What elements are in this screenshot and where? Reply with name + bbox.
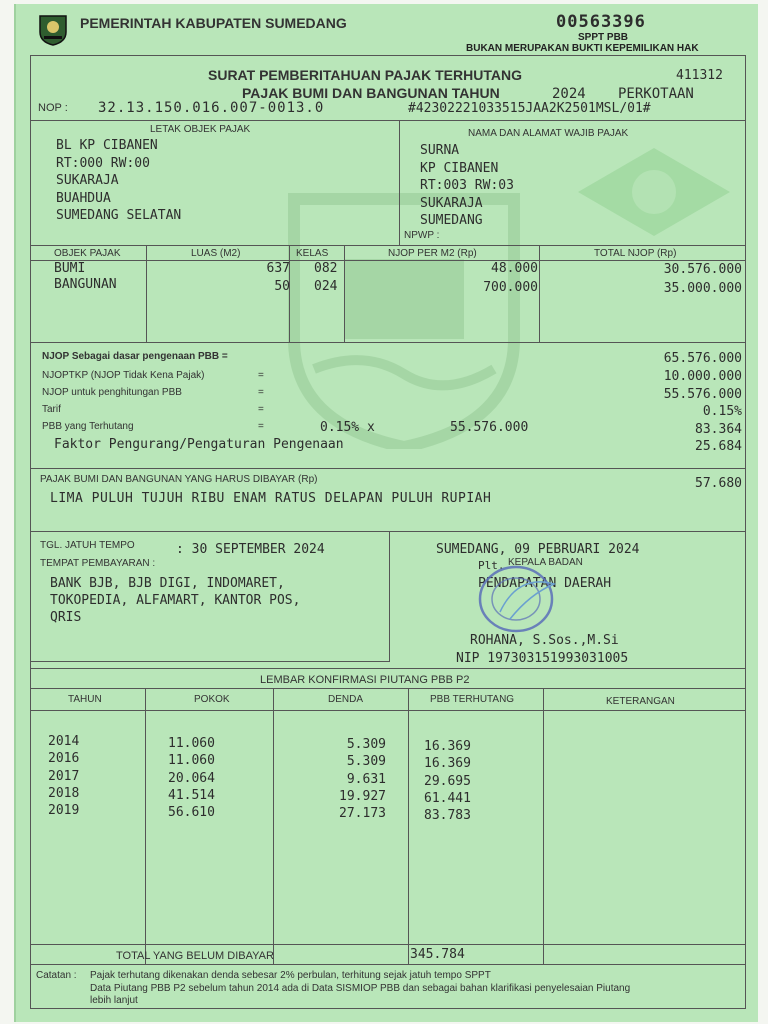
pbb-base: 55.576.000 [450, 420, 529, 435]
object-area: 50 [274, 279, 290, 294]
conf-principal: 41.514 [168, 787, 215, 803]
object-class: 082 [314, 261, 338, 276]
tarif-label: Tarif [42, 404, 61, 415]
office-code: 411312 [676, 68, 723, 83]
conf-pbb-due: 16.369 [424, 756, 471, 772]
col-header-total-njop: TOTAL NJOP (Rp) [594, 248, 677, 259]
payment-place-label: TEMPAT PEMBAYARAN : [40, 558, 156, 569]
tarif-value: 0.15% [702, 404, 742, 419]
njoptkp-label: NJOPTKP (NJOP Tidak Kena Pajak) [42, 370, 205, 381]
njop-calc-value: 55.576.000 [663, 387, 742, 402]
conf-header-pbb-due: PBB TERHUTANG [430, 694, 515, 705]
document-subtitle: PAJAK BUMI DAN BANGUNAN TAHUN [242, 85, 500, 101]
government-title: PEMERINTAH KABUPATEN SUMEDANG [80, 15, 347, 31]
object-address-line: SUMEDANG SELATAN [56, 208, 182, 223]
payment-place-line: QRIS [50, 610, 82, 625]
document-title: SURAT PEMBERITAHUAN PAJAK TERHUTANG [208, 67, 522, 83]
ornament-icon [574, 144, 734, 240]
col-header-object: OBJEK PAJAK [54, 248, 121, 259]
tax-year: 2024 [552, 86, 586, 102]
conf-penalty: 5.309 [346, 754, 386, 770]
conf-penalty: 19.927 [339, 788, 386, 804]
njop-basis-label: NJOP Sebagai dasar pengenaan PBB = [42, 351, 228, 362]
reference-code: #42302221033515JAA2K2501MSL/01# [408, 101, 651, 116]
nop-value: 32.13.150.016.007-0013.0 [98, 100, 325, 116]
equals-sign: = [258, 387, 264, 398]
reduction-factor-label: Faktor Pengurang/Pengaturan Pengenaan [54, 437, 344, 452]
payment-places [50, 575, 300, 626]
signature-office: PENDAPATAN DAERAH [478, 576, 612, 591]
object-area: 637 [266, 261, 290, 276]
conf-header-penalty: DENDA [328, 694, 364, 705]
total-unpaid-label: TOTAL YANG BELUM DIBAYAR [116, 950, 274, 962]
signature-head-label: KEPALA BADAN [508, 557, 583, 568]
signatory-name: ROHANA, S.Sos.,M.Si [470, 633, 619, 648]
notes-line: Data Piutang PBB P2 sebelum tahun 2014 ada di Data SISMIOP PBB dan sebagai bahan klarifikasi penyelesaian Piutang [90, 983, 631, 994]
npwp-label: NPWP : [404, 230, 440, 241]
nop-label: NOP : [38, 102, 68, 114]
object-address-line: RT:000 RW:00 [56, 155, 150, 171]
conf-col-year [48, 733, 79, 819]
document-type: SPPT PBB [578, 32, 629, 43]
conf-col-principal [168, 735, 215, 821]
document-number: 00563396 [556, 12, 646, 32]
pbb-rate: 0.15% x [320, 420, 375, 435]
pbb-due-value: 83.364 [695, 422, 742, 437]
taxpayer-line: SURNA [420, 143, 460, 158]
reduction-factor-value: 25.684 [695, 439, 742, 454]
notes-line: Pajak terhutang dikenakan denda sebesar 2% perbulan, terhitung sejak jatuh tempo SPPT [90, 970, 491, 981]
conf-pbb-due: 29.695 [424, 773, 471, 789]
object-njop-m2: 700.000 [483, 280, 538, 295]
equals-sign: = [258, 404, 264, 415]
object-address-line: BUAHDUA [56, 190, 111, 206]
conf-principal: 11.060 [168, 736, 215, 751]
ownership-disclaimer: BUKAN MERUPAKAN BUKTI KEPEMILIKAN HAK [466, 43, 699, 54]
taxpayer-info [420, 142, 514, 230]
object-total-njop: 35.000.000 [663, 281, 742, 296]
pbb-due-label: PBB yang Terhutang [42, 421, 134, 432]
due-date-label: TGL. JATUH TEMPO [40, 540, 135, 551]
conf-year: 2016 [48, 751, 80, 767]
conf-header-principal: POKOK [194, 694, 230, 705]
payment-place-line: TOKOPEDIA, ALFAMART, KANTOR POS, [50, 593, 301, 608]
object-name: BANGUNAN [54, 277, 117, 292]
object-name: BUMI [54, 261, 86, 276]
conf-col-penalty [292, 736, 386, 822]
equals-sign: = [258, 370, 264, 381]
confirmation-title: LEMBAR KONFIRMASI PIUTANG PBB P2 [260, 674, 470, 686]
taxpayer-line: SUKARAJA [420, 195, 483, 211]
conf-principal: 11.060 [168, 753, 215, 769]
conf-year: 2017 [48, 768, 80, 784]
total-unpaid-value: 345.784 [410, 947, 465, 962]
signature-place-date: SUMEDANG, 09 PEBRUARI 2024 [436, 542, 640, 557]
signatory-nip: NIP 197303151993031005 [456, 651, 629, 666]
conf-pbb-due: 61.441 [424, 790, 471, 806]
sumedang-crest-icon [36, 12, 70, 46]
payable-in-words: LIMA PULUH TUJUH RIBU ENAM RATUS DELAPAN PULUH RUPIAH [50, 491, 492, 506]
sppt-document [14, 4, 758, 1022]
njop-basis-value: 65.576.000 [663, 351, 742, 366]
conf-principal: 20.064 [168, 770, 215, 786]
object-location [56, 137, 181, 225]
object-total-njop: 30.576.000 [663, 262, 742, 277]
conf-year: 2014 [48, 734, 80, 749]
object-location-label: LETAK OBJEK PAJAK [150, 124, 251, 135]
taxpayer-label: NAMA DAN ALAMAT WAJIB PAJAK [468, 128, 629, 139]
conf-year: 2018 [48, 785, 80, 801]
taxpayer-line: RT:003 RW:03 [420, 178, 514, 193]
conf-pbb-due: 83.783 [424, 808, 471, 824]
col-header-class: KELAS [296, 248, 329, 259]
notes-label: Catatan : [36, 970, 77, 981]
col-header-njop-m2: NJOP PER M2 (Rp) [388, 248, 477, 259]
official-stamp-icon [470, 564, 562, 634]
conf-col-pbb-due [424, 738, 471, 824]
equals-sign: = [258, 421, 264, 432]
conf-header-remarks: KETERANGAN [606, 696, 675, 707]
conf-penalty: 27.173 [339, 806, 386, 822]
taxpayer-line: KP CIBANEN [420, 160, 499, 176]
payable-label: PAJAK BUMI DAN BANGUNAN YANG HARUS DIBAYAR (Rp) [40, 474, 318, 485]
conf-year: 2019 [48, 803, 80, 819]
object-class: 024 [314, 279, 338, 294]
object-address-line: BL KP CIBANEN [56, 138, 158, 153]
conf-penalty: 9.631 [346, 771, 386, 787]
object-njop-m2: 48.000 [491, 261, 538, 276]
object-address-line: SUKARAJA [56, 173, 119, 188]
payable-value: 57.680 [695, 476, 742, 491]
col-header-area: LUAS (M2) [191, 248, 241, 259]
payment-place-line: BANK BJB, BJB DIGI, INDOMARET, [50, 576, 285, 591]
conf-penalty: 5.309 [346, 737, 386, 752]
signature-plt: Plt. [478, 559, 505, 572]
taxpayer-line: SUMEDANG [420, 213, 483, 228]
conf-header-year: TAHUN [68, 694, 102, 705]
conf-pbb-due: 16.369 [424, 739, 471, 754]
conf-principal: 56.610 [168, 805, 215, 821]
due-date-value: : 30 SEPTEMBER 2024 [176, 542, 325, 557]
njop-calc-label: NJOP untuk penghitungan PBB [42, 387, 182, 398]
notes-line: lebih lanjut [90, 995, 138, 1006]
tax-category: PERKOTAAN [618, 86, 694, 102]
njoptkp-value: 10.000.000 [663, 369, 742, 384]
